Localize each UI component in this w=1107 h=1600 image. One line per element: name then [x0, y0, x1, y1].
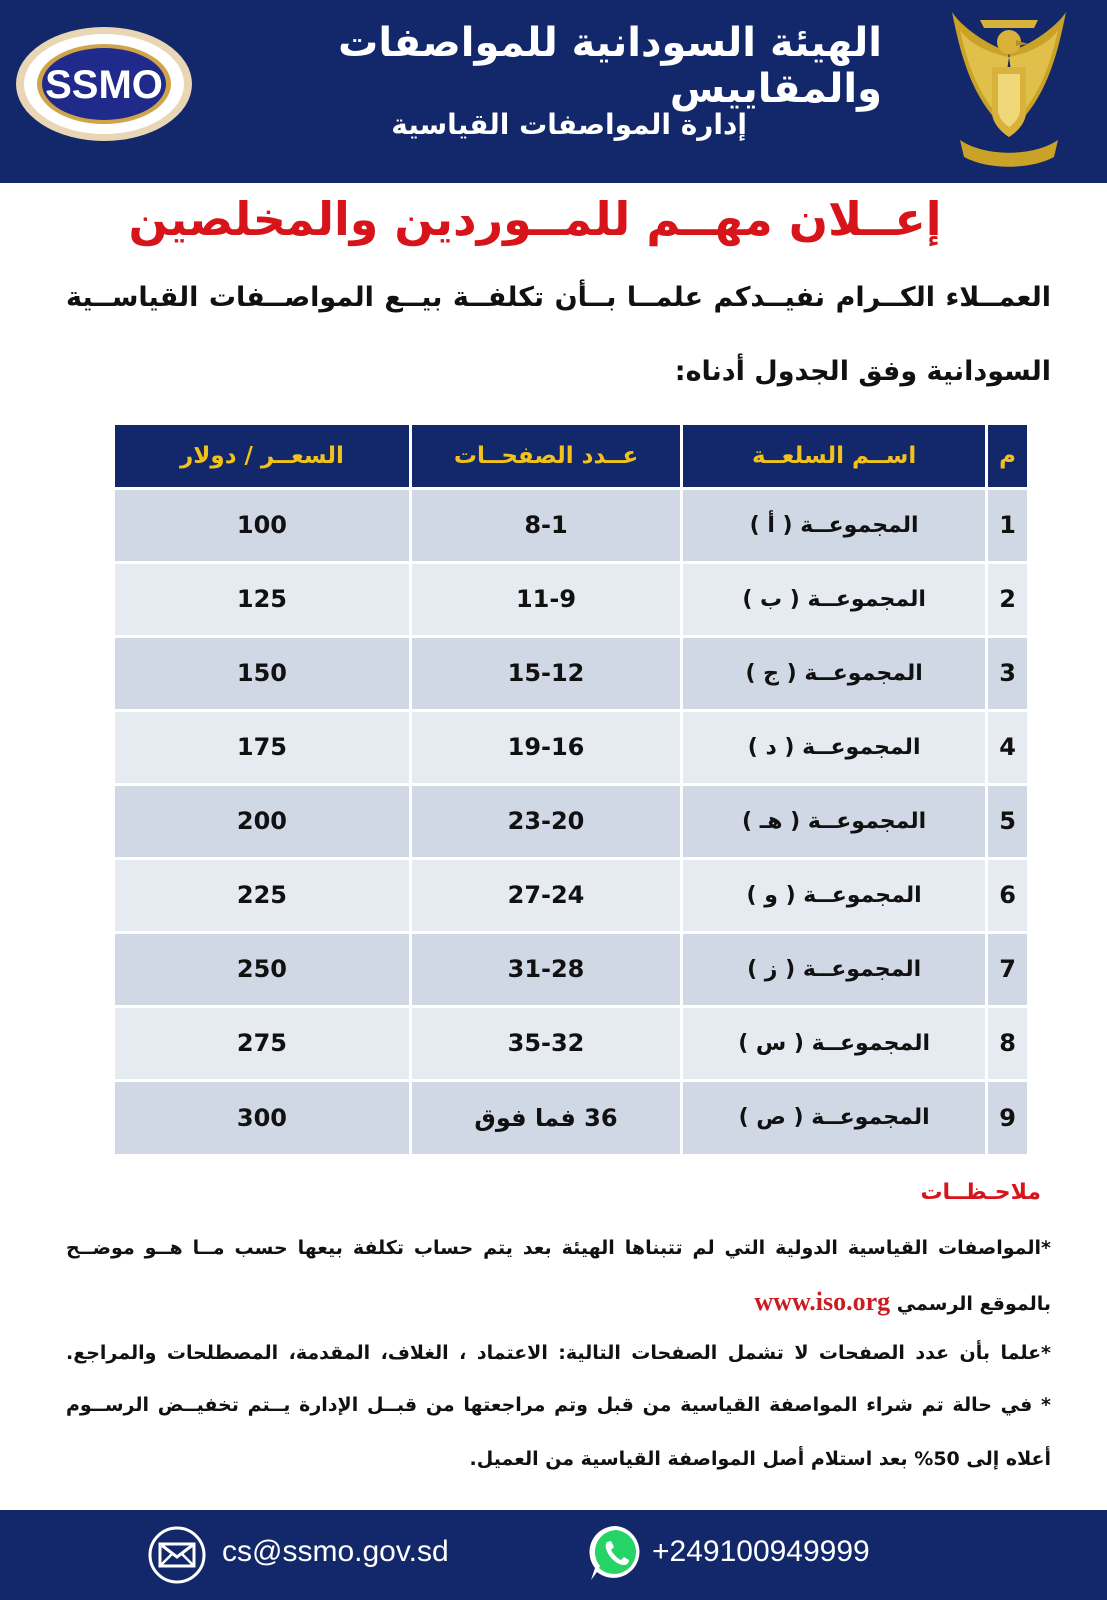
header-banner: [0, 0, 1107, 183]
price-table: [112, 425, 1030, 1154]
row-num: 8: [987, 1006, 1029, 1080]
row-pages: 8-1: [410, 488, 681, 562]
row-num: 5: [987, 784, 1029, 858]
contact-email[interactable]: cs@ssmo.gov.sd: [222, 1535, 449, 1568]
row-pages: 27-24: [410, 858, 681, 932]
iso-website-link[interactable]: www.iso.org: [754, 1287, 891, 1316]
row-pages: 31-28: [410, 932, 681, 1006]
note-1-text: بالموقع الرسمي: [896, 1293, 1051, 1315]
notes-title: ملاحـظــات: [920, 1180, 1041, 1205]
row-name: المجموعــة ( ج ): [682, 636, 987, 710]
table-row: [114, 932, 1029, 1006]
row-num: 4: [987, 710, 1029, 784]
row-price: 200: [114, 784, 411, 858]
row-name: المجموعــة ( ص ): [682, 1080, 987, 1154]
note-2: *علما بأن عدد الصفحات لا تشمل الصفحات التالية: الاعتماد ، الغلاف، المقدمة، المصطلحات والمراجع.: [66, 1342, 1051, 1364]
row-num: 7: [987, 932, 1029, 1006]
row-name: المجموعــة ( ز ): [682, 932, 987, 1006]
table-row: [114, 784, 1029, 858]
row-price: 125: [114, 562, 411, 636]
org-title: الهيئة السودانية للمواصفات والمقاييس: [338, 20, 882, 112]
note-1-line-2: [66, 1287, 1051, 1317]
table-row: [114, 1006, 1029, 1080]
row-num: 6: [987, 858, 1029, 932]
header-num: م: [987, 425, 1029, 488]
intro-line-1: العمــلاء الكــرام نفيــدكم علمــا بــأن تكلفــة بيــع المواصــفات القياســية: [66, 282, 1051, 313]
ssmo-logo-text: SSMO: [45, 63, 163, 107]
row-name: المجموعــة ( أ ): [682, 488, 987, 562]
table-row: [114, 636, 1029, 710]
row-num: 9: [987, 1080, 1029, 1154]
whatsapp-icon: [585, 1522, 647, 1584]
department-title: إدارة المواصفات القياسية: [391, 108, 747, 141]
intro-line-2: السودانية وفق الجدول أدناه:: [674, 356, 1051, 387]
table-row: [114, 710, 1029, 784]
row-price: 300: [114, 1080, 411, 1154]
header-price: السعــر / دولار: [114, 425, 411, 488]
row-pages: 23-20: [410, 784, 681, 858]
table-header-row: [114, 425, 1029, 488]
row-price: 100: [114, 488, 411, 562]
row-name: المجموعــة ( ب ): [682, 562, 987, 636]
note-1-line-1: *المواصفات القياسية الدولية التي لم تتبناها الهيئة بعد يتم حساب تكلفة بيعها حسب مــا هــو موضــح: [66, 1237, 1051, 1259]
sudan-emblem-icon: [950, 12, 1068, 172]
row-pages: 15-12: [410, 636, 681, 710]
ssmo-logo: [14, 25, 194, 143]
row-price: 225: [114, 858, 411, 932]
announcement-title: إعــلان مهــم للمــوردين والمخلصين: [128, 192, 942, 246]
row-pages: 19-16: [410, 710, 681, 784]
table-row: [114, 1080, 1029, 1154]
row-name: المجموعــة ( د ): [682, 710, 987, 784]
row-name: المجموعــة ( و ): [682, 858, 987, 932]
row-price: 150: [114, 636, 411, 710]
header-item-name: اســم السلعــة: [682, 425, 987, 488]
contact-phone[interactable]: +249100949999: [652, 1535, 870, 1568]
row-price: 250: [114, 932, 411, 1006]
row-price: 275: [114, 1006, 411, 1080]
row-price: 175: [114, 710, 411, 784]
email-icon: [148, 1526, 206, 1584]
footer-bar: [0, 1510, 1107, 1600]
row-num: 3: [987, 636, 1029, 710]
note-3-line-2: أعلاه إلى 50% بعد استلام أصل المواصفة القياسية من العميل.: [469, 1448, 1051, 1470]
row-num: 1: [987, 488, 1029, 562]
row-name: المجموعــة ( س ): [682, 1006, 987, 1080]
header-pages: عــدد الصفحــات: [410, 425, 681, 488]
row-name: المجموعــة ( هـ ): [682, 784, 987, 858]
table-row: [114, 858, 1029, 932]
note-3-line-1: * في حالة تم شراء المواصفة القياسية من قبل وتم مراجعتها من قبــل الإدارة يــتم تخفيــض الرســوم: [66, 1394, 1051, 1416]
table-row: [114, 562, 1029, 636]
row-pages: 35-32: [410, 1006, 681, 1080]
row-pages: 36 فما فوق: [410, 1080, 681, 1154]
table-row: [114, 488, 1029, 562]
row-num: 2: [987, 562, 1029, 636]
row-pages: 11-9: [410, 562, 681, 636]
